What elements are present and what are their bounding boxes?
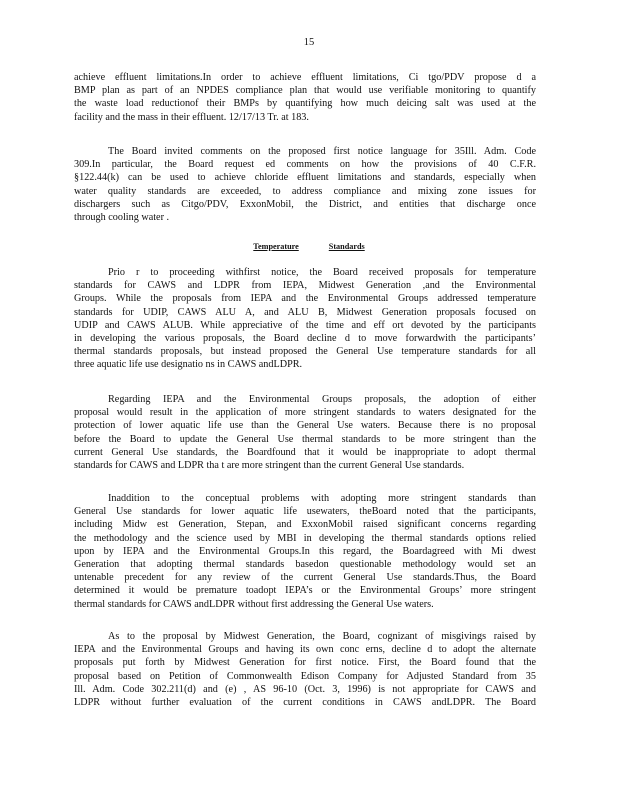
text-line: Ill. Adm. Code 302.211(d) and (e) , AS 96-10 (Oct. 3, 1996) is not appropriate for CAWS and: [74, 683, 536, 695]
paragraph-temperature-proposals: [74, 266, 536, 372]
text-line: water quality standards are exceeded, to address compliance and mixing zone issues for: [74, 185, 536, 197]
page-number: 15: [303, 37, 315, 48]
text-line: upon by IEPA and the Environmental Groups.In this regard, the Boardagreed with Mi dwest: [74, 545, 536, 557]
text-line: standards for CAWS and LDPR tha t are more stringent than the current General Use standards.: [74, 460, 465, 472]
text-line: untenable precedent for any review of the current General Use standards.Thus, the Board: [74, 572, 536, 584]
section-heading: [0, 240, 618, 253]
text-line: standards for UDIP, CAWS ALU A, and ALU B, Midwest Generation proposals focused on: [74, 306, 536, 318]
text-line: Generation that adopting thermal standards basedon questionable methodology would set an: [74, 559, 536, 571]
text-line: LDPR without further evaluation of the current conditions in CAWS andLDPR. The Board: [74, 697, 536, 709]
text-line: proposal based on Petition of Commonwealth Edison Company for Adjusted Standard from 35: [74, 670, 536, 682]
text-line: protection of lower aquatic life use than the General Use waters. Because there is no proposal: [74, 420, 536, 432]
heading-word: Standards: [328, 242, 365, 251]
text-line: including Midw est Generation, Stepan, and ExxonMobil raised significant concerns regarding: [74, 519, 536, 531]
text-line: the methodology and the science used by MBI in developing the thermal standards options relied: [74, 532, 536, 544]
text-line: thermal standards proposals, but instead proposed the General Use temperature standards for all: [74, 346, 536, 358]
text-line: §122.44(k) can be used to achieve chloride effluent limitations and standards, especially when: [74, 172, 536, 184]
heading-word: Temperature: [253, 242, 299, 251]
text-line: Inaddition to the conceptual problems with adopting more stringent standards than: [108, 493, 536, 504]
text-line: Regarding IEPA and the Environmental Groups proposals, the adoption of either: [108, 394, 536, 405]
text-line: the waste load reductionof their BMPs by quantifying how much deicing salt was used at the: [74, 98, 536, 110]
text-line: Prio r to proceeding withfirst notice, the Board received proposals for temperature: [108, 267, 536, 278]
text-line: thermal standards for CAWS andLDPR without first addressing the General Use waters.: [74, 598, 434, 610]
text-line: BMP plan as part of an NPDES compliance plan that would use verifiable monitoring to quantify: [74, 85, 536, 97]
text-line: 309.In particular, the Board request ed comments on how the provisions of 40 C.F.R.: [74, 159, 536, 171]
text-line: The Board invited comments on the proposed first notice language for 35Ill. Adm. Code: [108, 146, 536, 157]
text-line: facility and the mass in their effluent. 12/17/13 Tr. at 183.: [74, 111, 309, 123]
text-line: proposal would result in the application of more stringent standards to waters designated for the: [74, 407, 536, 419]
text-line: before the Board to update the General Use thermal standards to be more stringent than the: [74, 433, 536, 445]
text-line: Groups. While the proposals from IEPA and the Environmental Groups addressed temperature: [74, 293, 536, 305]
text-line: through cooling water .: [74, 212, 170, 224]
paragraph-iepa-proposals: [74, 393, 536, 472]
text-line: General Use standards for lower aquatic life usewaters, theBoard noted that the participants,: [74, 506, 536, 518]
paragraph-midwest-generation: [74, 630, 536, 709]
text-line: standards for CAWS and LDPR from IEPA, Midwest Generation ,and the Environmental: [74, 280, 536, 292]
text-line: proposals put forth by Midwest Generation for first notice. First, the Board found that the: [74, 657, 536, 669]
text-line: As to the proposal by Midwest Generation, the Board, cognizant of misgivings raised by: [108, 631, 536, 642]
paragraph-conceptual-problems: [74, 492, 536, 611]
text-line: dischargers such as Citgo/PDV, ExxonMobil, the District, and entities that discharge once: [74, 198, 536, 210]
text-line: current General Use standards, the Boardfound that it would be inappropriate to adopt thermal: [74, 446, 536, 458]
paragraph-citgo-bmp: [74, 71, 536, 124]
text-line: achieve effluent limitations.In order to achieve effluent limitations, Ci tgo/PDV propose d a: [74, 72, 536, 83]
text-line: UDIP and CAWS ALUB. While appreciative of the time and eff ort devoted by the participants: [74, 319, 536, 331]
text-line: determined it would be premature toadopt IEPA’s or the Environmental Groups’ more stringent: [74, 585, 536, 597]
text-line: IEPA and the Environmental Groups and having its own conc erns, decline d to adopt the alternate: [74, 644, 536, 656]
paragraph-board-comments: [74, 145, 536, 224]
text-line: in developing the various proposals, the Board decline d to move forwardwith the participants’: [74, 333, 536, 345]
text-line: three aquatic life use designatio ns in CAWS andLDPR.: [74, 359, 303, 371]
